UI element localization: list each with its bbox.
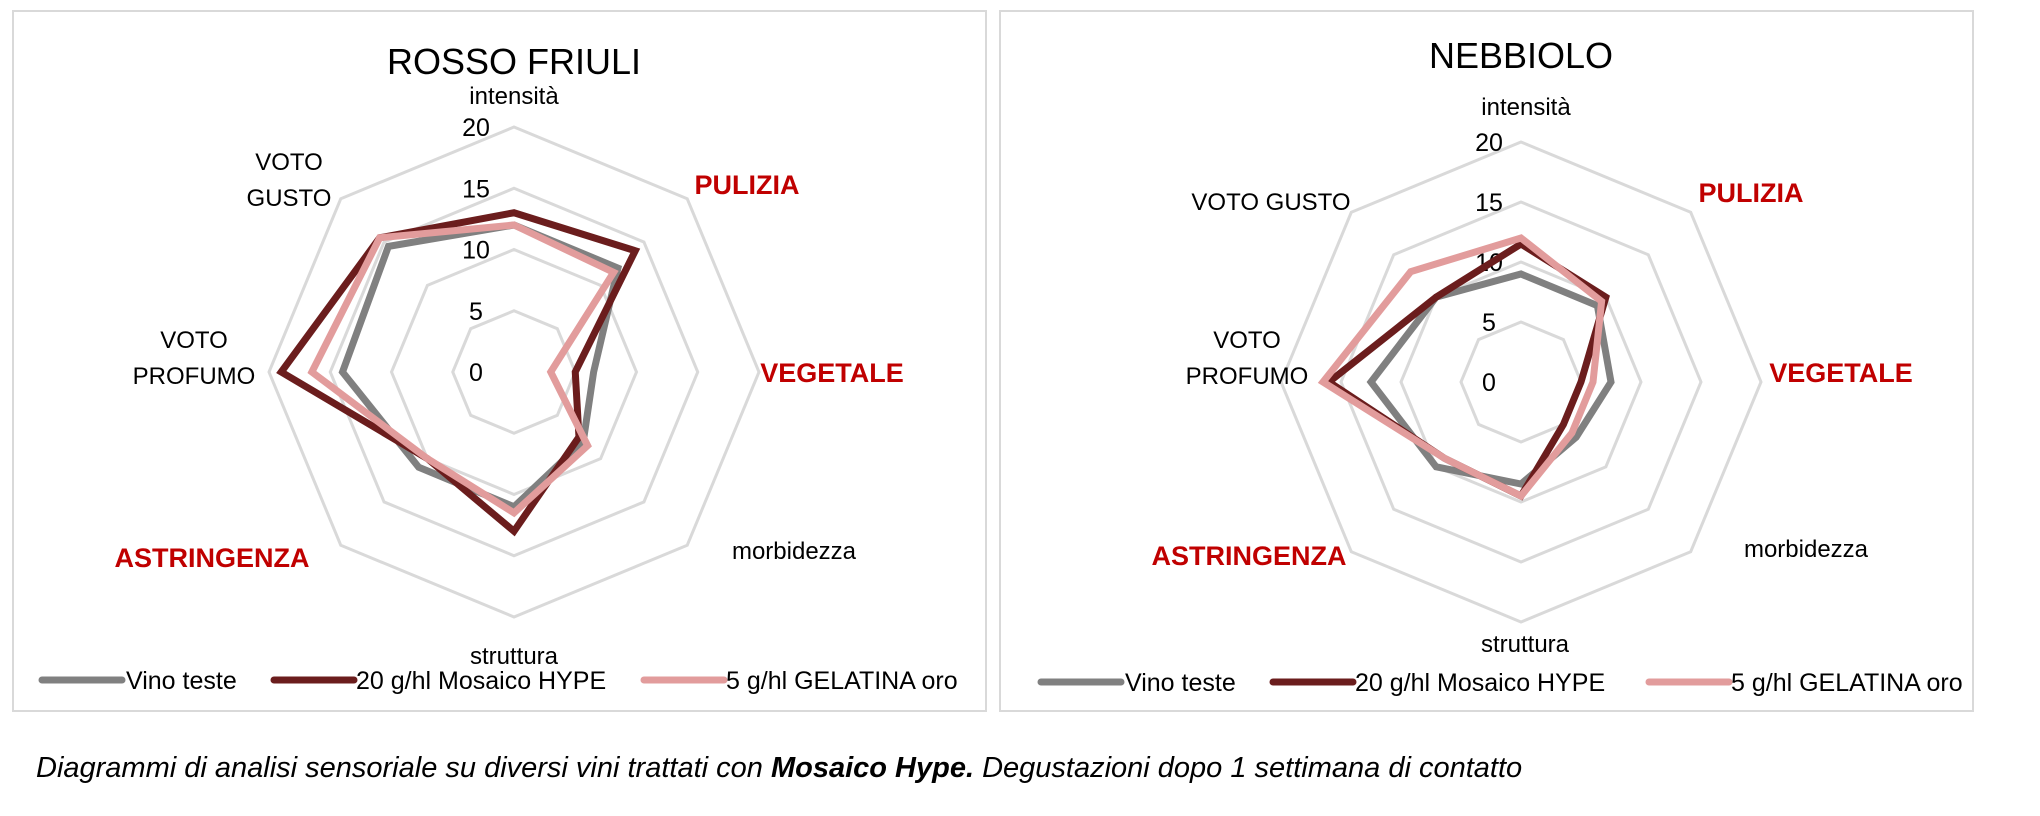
axis-label-voto-profumo: VOTO PROFUMO <box>1185 327 1309 390</box>
axis-label-intensita: intensità <box>1481 94 1571 121</box>
chart-legend <box>1041 669 1963 697</box>
chart-title: ROSSO FRIULI <box>386 41 642 82</box>
caption-bold: Mosaico Hype. <box>770 752 975 784</box>
axis-label-astringenza: ASTRINGENZA <box>1151 541 1347 571</box>
grid-ring-20 <box>1281 142 1761 622</box>
chart-legend <box>42 667 958 695</box>
axis-label-voto-gusto: VOTO GUSTO <box>1191 189 1351 216</box>
legend-label-20-g-hl-mosaico-hype: 20 g/hl Mosaico HYPE <box>356 667 607 695</box>
chart-title: NEBBIOLO <box>1428 35 1614 76</box>
axis-label-vegetale: VEGETALE <box>1769 358 1913 388</box>
tick-label-20: 20 <box>462 114 490 142</box>
tick-label-20: 20 <box>1475 129 1503 157</box>
radar-chart-nebbiolo <box>1001 12 1972 710</box>
axis-label-astringenza: ASTRINGENZA <box>114 543 310 573</box>
tick-label-0: 0 <box>469 359 483 387</box>
legend-label-20-g-hl-mosaico-hype: 20 g/hl Mosaico HYPE <box>1355 669 1606 697</box>
radar-chart-rosso-friuli <box>14 12 985 710</box>
axis-label-morbidezza: morbidezza <box>731 538 857 565</box>
legend-label-5-g-hl-gelatina-oro: 5 g/hl GELATINA oro <box>1731 669 1963 697</box>
caption-suffix: Degustazioni dopo 1 settimana di contatto <box>974 752 1523 784</box>
grid-ring-15 <box>330 188 698 556</box>
tick-label-10: 10 <box>462 236 490 265</box>
radar-grid <box>1281 142 1761 622</box>
grid-ring-15 <box>1341 202 1701 562</box>
tick-label-5: 5 <box>469 297 483 326</box>
axis-label-morbidezza: morbidezza <box>1743 536 1869 563</box>
caption-prefix: Diagrammi di analisi sensoriale su diversi vini trattati con <box>36 752 771 784</box>
chart-panel-rosso-friuli <box>12 10 987 712</box>
legend-label-vino-teste: Vino teste <box>126 667 237 695</box>
figure-caption <box>36 752 1522 785</box>
tick-label-15: 15 <box>1475 189 1503 217</box>
axis-label-intensita: intensità <box>469 83 559 110</box>
axis-label-vegetale: VEGETALE <box>760 358 904 388</box>
tick-label-15: 15 <box>462 175 490 204</box>
axis-label-pulizia: PULIZIA <box>694 170 800 200</box>
tick-label-10: 10 <box>1475 249 1503 277</box>
chart-panel-nebbiolo <box>999 10 1974 712</box>
legend-label-5-g-hl-gelatina-oro: 5 g/hl GELATINA oro <box>726 667 958 695</box>
axis-label-struttura: struttura <box>469 643 559 670</box>
tick-label-0: 0 <box>1482 369 1496 397</box>
axis-label-voto-gusto: VOTO GUSTO <box>246 149 332 212</box>
tick-label-5: 5 <box>1482 309 1496 337</box>
axis-label-struttura: struttura <box>1480 631 1570 658</box>
axis-label-voto-profumo: VOTO PROFUMO <box>132 327 256 390</box>
legend-label-vino-teste: Vino teste <box>1125 669 1236 697</box>
axis-label-pulizia: PULIZIA <box>1698 178 1804 208</box>
